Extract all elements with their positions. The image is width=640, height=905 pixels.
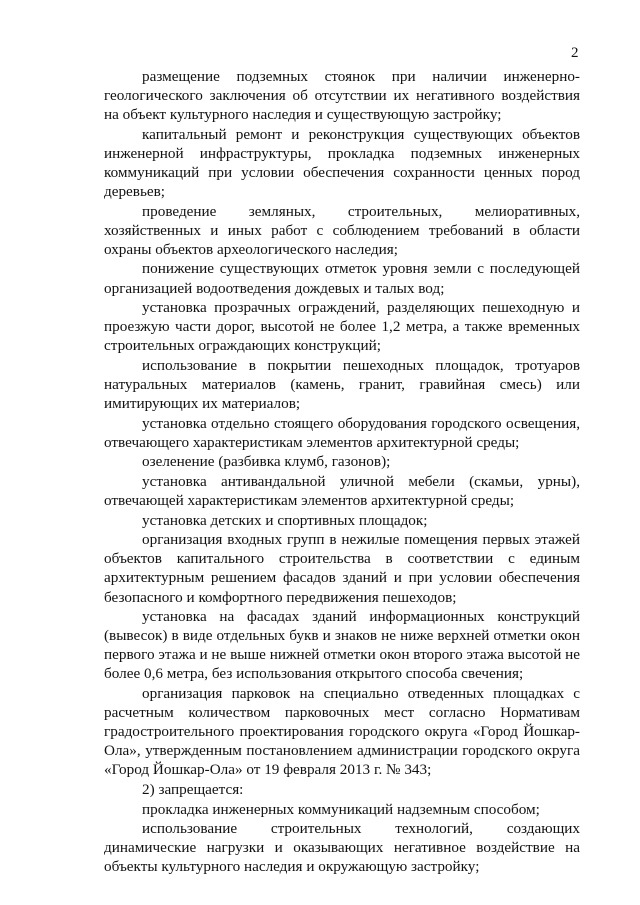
paragraph: 2) запрещается: [142,780,244,798]
paragraph: установка на фасадах зданий информационных конструкций (вывесок) в виде отдельных букв и знаков не ниже верхней отметки окон первого этажа и не выше нижней отметки окон второго этажа высотой не более 0,6 метра, без использования открытого способа свечения; [104,608,580,683]
paragraph: капитальный ремонт и реконструкция существующих объектов инженерной инфраструктуры, прокладка подземных инженерных коммуникаций при условии обеспечения сохранности ценных пород деревьев; [104,125,580,201]
document-body [104,67,580,877]
paragraph: установка отдельно стоящего оборудования городского освещения, отвечающего характеристикам элементов архитектурной среды; [104,414,580,451]
paragraph: организация парковок на специально отведенных площадках с расчетным количеством парковочных мест согласно Нормативам градостроительного проектирования городского округа «Город Йошкар-Ола», утвержденным постановлением администрации городского округа «Город Йошкар-Ола» от 19 февраля 2013 г. № 343; [104,685,580,779]
paragraph: установка антивандальной уличной мебели (скамьи, урны), отвечающей характеристикам элементов архитектурной среды; [104,472,580,510]
paragraph: понижение существующих отметок уровня земли с последующей организацией водоотведения дождевых и талых вод; [104,260,580,297]
paragraph: озеленение (разбивка клумб, газонов); [142,453,391,471]
paragraph: размещение подземных стоянок при наличии инженерно-геологического заключения об отсутствии их негативного воздействия на объект культурного наследия и существующую застройку; [104,68,580,124]
paragraph: установка детских и спортивных площадок; [142,511,428,529]
paragraph: организация входных групп в нежилые помещения первых этажей объектов капитального строительства в соответствии с единым архитектурным решением фасадов зданий и при условии обеспечения безопасного и комфортного передвижения пешеходов; [104,531,580,606]
paragraph: использование в покрытии пешеходных площадок, тротуаров натуральных материалов (камень, гранит, гравийная смесь) или имитирующих их материалов; [104,356,580,413]
paragraph: прокладка инженерных коммуникаций надземным способом; [142,800,540,818]
paragraph: использование строительных технологий, создающих динамические нагрузки и оказывающих негативное воздействие на объекты культурного наследия и окружающую застройку; [104,820,580,876]
paragraph: проведение земляных, строительных, мелиоративных, хозяйственных и иных работ с соблюдением требований в области охраны объектов археологического наследия; [104,202,580,258]
page-number: 2 [571,45,579,61]
paragraph: установка прозрачных ограждений, разделяющих пешеходную и проезжую части дорог, высотой не более 1,2 метра, а также временных строительных ограждающих конструкций; [104,299,580,355]
